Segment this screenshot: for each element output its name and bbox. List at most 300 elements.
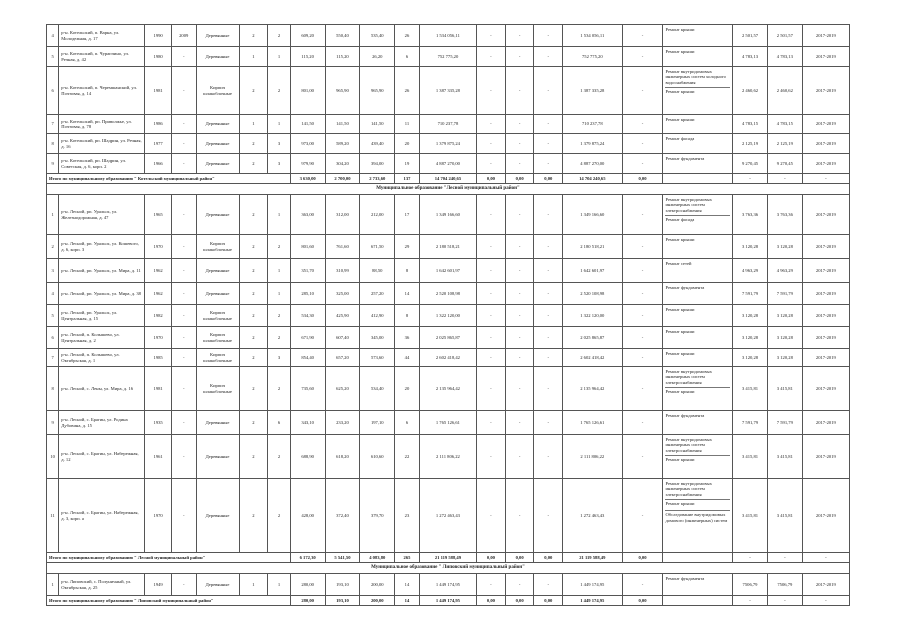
cell-area-total: 141,50: [290, 115, 325, 134]
cell-year-built: 1961: [145, 435, 172, 479]
cell-deadline: 2017-2019: [802, 134, 849, 154]
cell-c1: -: [477, 134, 506, 154]
cell-walls: Деревянные: [196, 411, 239, 435]
cell-deadline: 2017-2019: [802, 349, 849, 367]
cell-c1: -: [477, 283, 506, 305]
cell-residents: 8: [395, 259, 420, 283]
table-row: [47, 327, 850, 349]
cell-unit-cost: 4 963,29: [733, 259, 768, 283]
cell-c4: -: [622, 235, 663, 259]
cell-area-living: 141,50: [325, 115, 360, 134]
work-item: Ремонт крыши: [665, 329, 695, 334]
cell-cost-total: 2 520 108,98: [419, 283, 476, 305]
cell-floors: 1: [239, 47, 268, 67]
cell-n: 2: [47, 235, 59, 259]
table-row: [47, 235, 850, 259]
cell-c3: -: [534, 349, 563, 367]
section-header-row: [47, 563, 850, 574]
cell-cost-total: 1 349 166,60: [419, 195, 476, 235]
cell-area-res: 573,60: [360, 349, 395, 367]
cell-c1: -: [477, 305, 506, 327]
cell-c4: -: [622, 305, 663, 327]
cell-area-living: 193,10: [325, 574, 360, 596]
cell-works: [663, 259, 733, 283]
subtotal-area-res: 4 083,80: [360, 553, 395, 563]
cell-area-living: 325,00: [325, 283, 360, 305]
cell-c3: -: [534, 479, 563, 553]
cell-cost-total: 710 237,78: [419, 115, 476, 134]
cell-unit-cost: 3 415,81: [733, 435, 768, 479]
cell-cost-owner: 710 237,78: [563, 115, 622, 134]
work-item: Ремонт внутридомовых инженерных систем электроснабжения: [665, 437, 712, 453]
cell-entrances: 1: [268, 195, 291, 235]
cell-residents: 20: [395, 134, 420, 154]
cell-works: [663, 115, 733, 134]
cell-residents: 8: [395, 305, 420, 327]
cell-deadline: 2017-2019: [802, 327, 849, 349]
cell-area-total: 343,10: [290, 411, 325, 435]
subtotal-cost-total: 1 449 174,95: [419, 596, 476, 606]
subtotal-area-living: 193,10: [325, 596, 360, 606]
cell-c3: -: [534, 259, 563, 283]
cell-max-cost: 2 501,57: [767, 25, 802, 47]
subtotal-c3: 0,00: [534, 553, 563, 563]
cell-walls: Кирпич шлакоблочные: [196, 327, 239, 349]
cell-c2: -: [505, 411, 534, 435]
cell-year-built: 1970: [145, 479, 172, 553]
work-item: Обследование внутридомовых домового (инженерных) систем: [665, 510, 730, 524]
cell-max-cost: 3 120,28: [767, 349, 802, 367]
cell-n: 4: [47, 283, 59, 305]
cell-area-res: 439,40: [360, 134, 395, 154]
cell-c3: -: [534, 195, 563, 235]
work-item: Ремонт внутридомовых инженерных систем электроснабжения: [665, 481, 712, 497]
subtotal-area-living: 2 700,00: [325, 174, 360, 184]
work-item: Ремонт внутридомовых инженерных систем холодного водоснабжения: [665, 69, 726, 85]
subtotal-c3: 0,00: [534, 174, 563, 184]
cell-residents: 26: [395, 25, 420, 47]
subtotal-c1: 0,00: [477, 553, 506, 563]
cell-c4: -: [622, 67, 663, 115]
cell-year-reno: -: [171, 195, 196, 235]
cell-entrances: 3: [268, 154, 291, 174]
cell-c4: -: [622, 367, 663, 411]
section-header: Муниципальное образование " Липовский муниципальный район": [47, 563, 850, 574]
subtotal-area-total: 6 172,30: [290, 553, 325, 563]
cell-year-built: 1949: [145, 574, 172, 596]
cell-unit-cost: 7 591,79: [733, 411, 768, 435]
cell-year-built: 1970: [145, 327, 172, 349]
cell-year-reno: -: [171, 283, 196, 305]
cell-works: [663, 349, 733, 367]
cell-c3: -: [534, 115, 563, 134]
cell-c2: -: [505, 134, 534, 154]
work-item: Ремонт внутридомовых инженерных систем электроснабжения: [665, 369, 712, 385]
cell-max-cost: 4 783,15: [767, 115, 802, 134]
cell-address: р-н. Липовский, с. Полуничный, ул. Октябрьская, д. 25: [59, 574, 145, 596]
subtotal-deadline: -: [802, 174, 849, 184]
cell-area-total: 801,00: [290, 67, 325, 115]
subtotal-max-cost: -: [767, 553, 802, 563]
cell-cost-total: 2 602 418,42: [419, 349, 476, 367]
cell-deadline: 2017-2019: [802, 67, 849, 115]
cell-cost-owner: 1 534 056,11: [563, 25, 622, 47]
subtotal-area-total: 3 630,00: [290, 174, 325, 184]
subtotal-max-cost: -: [767, 174, 802, 184]
cell-address: р-н. Котельский, рп. Приволжье, ул. Почтовая, д. 78: [59, 115, 145, 134]
subtotal-residents: 265: [395, 553, 420, 563]
subtotal-works: [663, 596, 733, 606]
cell-n: 4: [47, 25, 59, 47]
cell-c1: -: [477, 25, 506, 47]
subtotal-c2: 0,00: [505, 596, 534, 606]
table-row: [47, 25, 850, 47]
cell-c4: -: [622, 411, 663, 435]
cell-address: р-н. Лесной, п. Колышево, ул. Центральная, д. 2: [59, 327, 145, 349]
table-row: [47, 305, 850, 327]
cell-c3: -: [534, 25, 563, 47]
cell-area-total: 534,30: [290, 305, 325, 327]
work-item: Ремонт крыши: [665, 387, 730, 397]
cell-cost-owner: 752 775,20: [563, 47, 622, 67]
cell-cost-total: 1 322 120,00: [419, 305, 476, 327]
cell-residents: 29: [395, 235, 420, 259]
cell-floors: 2: [239, 195, 268, 235]
cell-floors: 2: [239, 349, 268, 367]
cell-area-living: 965,90: [325, 67, 360, 115]
cell-n: 9: [47, 154, 59, 174]
cell-walls: Деревянные: [196, 574, 239, 596]
cell-cost-owner: 1 387 335,28: [563, 67, 622, 115]
cell-entrances: 3: [268, 349, 291, 367]
section-header-row: [47, 184, 850, 195]
cell-works: [663, 67, 733, 115]
cell-deadline: 2017-2019: [802, 47, 849, 67]
cell-c3: -: [534, 327, 563, 349]
cell-deadline: 2017-2019: [802, 574, 849, 596]
cell-c4: -: [622, 25, 663, 47]
cell-walls: Кирпич шлакоблочные: [196, 349, 239, 367]
table-row: [47, 349, 850, 367]
cell-c2: -: [505, 367, 534, 411]
work-item: Ремонт фундамента: [665, 156, 705, 161]
cell-works: [663, 195, 733, 235]
cell-walls: Деревянные: [196, 479, 239, 553]
subtotal-max-cost: -: [767, 596, 802, 606]
cell-c2: -: [505, 479, 534, 553]
cell-year-built: 1990: [145, 25, 172, 47]
cell-residents: 19: [395, 154, 420, 174]
cell-entrances: 1: [268, 574, 291, 596]
cell-area-total: 801,60: [290, 235, 325, 259]
cell-cost-total: 1 379 875,24: [419, 134, 476, 154]
cell-c2: -: [505, 47, 534, 67]
subtotal-area-res: 2 733,60: [360, 174, 395, 184]
cell-area-total: 609,20: [290, 25, 325, 47]
cell-area-living: 607,40: [325, 327, 360, 349]
cell-cost-owner: 2 135 964,42: [563, 367, 622, 411]
cell-works: [663, 235, 733, 259]
cell-year-reno: -: [171, 305, 196, 327]
cell-floors: 2: [239, 411, 268, 435]
subtotal-area-total: 280,00: [290, 596, 325, 606]
work-item: Ремонт фундамента: [665, 576, 705, 581]
cell-area-living: 115,20: [325, 47, 360, 67]
work-item: Ремонт фундамента: [665, 413, 705, 418]
cell-area-res: 671,50: [360, 235, 395, 259]
cell-area-total: 735,60: [290, 367, 325, 411]
cell-works: [663, 327, 733, 349]
subtotal-c4: 0,00: [622, 174, 663, 184]
cell-walls: Деревянные: [196, 259, 239, 283]
cell-max-cost: 9 270,45: [767, 154, 802, 174]
cell-address: р-н. Лесной, п. Колышево, ул. Октябрьская, д. 1: [59, 349, 145, 367]
cell-walls: Деревянные: [196, 115, 239, 134]
cell-entrances: 2: [268, 235, 291, 259]
cell-entrances: 1: [268, 283, 291, 305]
cell-c1: -: [477, 195, 506, 235]
cell-unit-cost: 7 591,79: [733, 283, 768, 305]
cell-address: р-н. Лесной, с. Брагин, ул. Родина Дубовина, д. 15: [59, 411, 145, 435]
cell-year-built: 1982: [145, 305, 172, 327]
cell-cost-owner: 1 642 601,97: [563, 259, 622, 283]
cell-address: р-н. Котельский, рп. Шадрин, ул. Советская, д. 6, корп. 2: [59, 154, 145, 174]
cell-works: [663, 435, 733, 479]
cell-year-reno: -: [171, 349, 196, 367]
cell-cost-total: 2 111 806,22: [419, 435, 476, 479]
cell-unit-cost: 2 501,57: [733, 25, 768, 47]
cell-residents: 17: [395, 195, 420, 235]
cell-c4: -: [622, 435, 663, 479]
cell-entrances: 2: [268, 25, 291, 47]
work-item: Ремонт фундамента: [665, 285, 705, 290]
cell-walls: Кирпич шлакоблочные: [196, 367, 239, 411]
cell-floors: 2: [239, 154, 268, 174]
cell-max-cost: 7 591,79: [767, 411, 802, 435]
cell-works: [663, 479, 733, 553]
cell-year-reno: -: [171, 435, 196, 479]
cell-address: р-н. Лесной, с. Брагин, ул. Набережная, д. 12: [59, 435, 145, 479]
cell-year-reno: -: [171, 154, 196, 174]
cell-year-reno: -: [171, 327, 196, 349]
cell-residents: 23: [395, 479, 420, 553]
subtotal-area-res: 200,00: [360, 596, 395, 606]
cell-works: [663, 283, 733, 305]
cell-cost-owner: 2 111 806,22: [563, 435, 622, 479]
cell-entrances: 2: [268, 327, 291, 349]
work-item: Ремонт крыши: [665, 27, 695, 32]
cell-year-reno: -: [171, 115, 196, 134]
cell-max-cost: 7506,79: [767, 574, 802, 596]
subtotal-c1: 0,00: [477, 596, 506, 606]
cell-residents: 44: [395, 349, 420, 367]
cell-c2: -: [505, 235, 534, 259]
cell-area-living: 589,20: [325, 134, 360, 154]
cell-c4: -: [622, 195, 663, 235]
cell-c3: -: [534, 47, 563, 67]
cell-c4: -: [622, 327, 663, 349]
subtotal-works: [663, 174, 733, 184]
cell-area-total: 280,00: [290, 574, 325, 596]
subtotal-row: [47, 174, 850, 184]
subtotal-residents: 14: [395, 596, 420, 606]
work-item: Ремонт фасада: [665, 215, 730, 225]
cell-year-built: 1935: [145, 411, 172, 435]
subtotal-unit-cost: -: [733, 553, 768, 563]
work-item: Ремонт крыши: [665, 237, 695, 242]
work-item: Ремонт крыши: [665, 455, 730, 465]
cell-max-cost: 2 125,19: [767, 134, 802, 154]
cell-area-living: 618,20: [325, 435, 360, 479]
cell-year-built: 1966: [145, 154, 172, 174]
cell-c4: -: [622, 283, 663, 305]
table-body: [47, 25, 850, 606]
cell-area-living: 233,20: [325, 411, 360, 435]
work-item: Ремонт крыши: [665, 499, 730, 509]
cell-cost-owner: 1 379 875,24: [563, 134, 622, 154]
cell-area-res: 197,10: [360, 411, 395, 435]
cell-year-reno: -: [171, 259, 196, 283]
cell-area-res: 535,40: [360, 25, 395, 47]
cell-c4: -: [622, 349, 663, 367]
cell-area-res: 412,90: [360, 305, 395, 327]
table-row: [47, 47, 850, 67]
cell-c1: -: [477, 154, 506, 174]
cell-walls: Кирпич шлакоблочные: [196, 67, 239, 115]
cell-entrances: 1: [268, 115, 291, 134]
table-row: [47, 411, 850, 435]
cell-area-living: 761,60: [325, 235, 360, 259]
cell-unit-cost: 4 783,15: [733, 115, 768, 134]
cell-year-built: 1962: [145, 259, 172, 283]
cell-floors: 2: [239, 25, 268, 47]
cell-c4: -: [622, 134, 663, 154]
cell-deadline: 2017-2019: [802, 305, 849, 327]
cell-area-res: 141,50: [360, 115, 395, 134]
cell-area-total: 351,70: [290, 259, 325, 283]
cell-entrances: 2: [268, 435, 291, 479]
cell-deadline: 2017-2019: [802, 115, 849, 134]
cell-address: р-н. Лесной, рп. Уральск, ул. Мира, д. 11: [59, 259, 145, 283]
cell-area-living: 550,40: [325, 25, 360, 47]
cell-c4: -: [622, 154, 663, 174]
cell-max-cost: 2 460,62: [767, 67, 802, 115]
cell-area-res: 965,90: [360, 67, 395, 115]
cell-c2: -: [505, 115, 534, 134]
cell-walls: Деревянные: [196, 25, 239, 47]
cell-c1: -: [477, 259, 506, 283]
subtotal-label: Итого по муниципальному образованию " Лесной муниципальный район": [47, 553, 291, 563]
cell-cost-total: 1 534 056,11: [419, 25, 476, 47]
cell-year-reno: -: [171, 67, 196, 115]
cell-c1: -: [477, 367, 506, 411]
subtotal-unit-cost: -: [733, 174, 768, 184]
cell-cost-total: 4 887 270,00: [419, 154, 476, 174]
cell-entrances: 6: [268, 411, 291, 435]
cell-cost-owner: 2 520 108,98: [563, 283, 622, 305]
cell-year-built: 1981: [145, 367, 172, 411]
cell-c4: -: [622, 47, 663, 67]
cell-residents: 14: [395, 574, 420, 596]
cell-max-cost: 3 120,28: [767, 235, 802, 259]
cell-max-cost: 7 591,79: [767, 283, 802, 305]
cell-c4: -: [622, 479, 663, 553]
cell-c2: -: [505, 195, 534, 235]
cell-cost-total: 1 387 335,28: [419, 67, 476, 115]
cell-n: 1: [47, 574, 59, 596]
cell-max-cost: 3 120,28: [767, 327, 802, 349]
cell-area-res: 610,60: [360, 435, 395, 479]
cell-c2: -: [505, 283, 534, 305]
cell-c2: -: [505, 259, 534, 283]
cell-cost-total: 2 180 518,21: [419, 235, 476, 259]
cell-cost-total: 1 765 126,61: [419, 411, 476, 435]
cell-cost-owner: 1 272 463,43: [563, 479, 622, 553]
work-item: Ремонт крыши: [665, 87, 730, 97]
cell-deadline: 2017-2019: [802, 25, 849, 47]
subtotal-cost-total: 14 704 240,65: [419, 174, 476, 184]
cell-address: р-н. Котельский, п. Черемшанский, ул. Почтовая, д. 14: [59, 67, 145, 115]
cell-entrances: 2: [268, 479, 291, 553]
cell-c2: -: [505, 305, 534, 327]
subtotal-area-living: 5 541,50: [325, 553, 360, 563]
cell-deadline: 2017-2019: [802, 154, 849, 174]
cell-works: [663, 134, 733, 154]
cell-area-res: 88,50: [360, 259, 395, 283]
cell-cost-total: 1 272 463,43: [419, 479, 476, 553]
cell-c1: -: [477, 574, 506, 596]
cell-unit-cost: 9 270,45: [733, 154, 768, 174]
cell-c3: -: [534, 574, 563, 596]
cell-walls: Деревянные: [196, 435, 239, 479]
cell-area-total: 854,40: [290, 349, 325, 367]
cell-n: 10: [47, 435, 59, 479]
cell-year-built: 1962: [145, 283, 172, 305]
cell-area-living: 304,20: [325, 154, 360, 174]
cell-floors: 2: [239, 259, 268, 283]
cell-cost-total: 2 135 964,42: [419, 367, 476, 411]
cell-c4: -: [622, 115, 663, 134]
cell-unit-cost: 2 125,19: [733, 134, 768, 154]
subtotal-row: [47, 596, 850, 606]
cell-area-living: 372,40: [325, 479, 360, 553]
cell-entrances: 1: [268, 47, 291, 67]
cell-floors: 2: [239, 479, 268, 553]
cell-year-reno: 2009: [171, 25, 196, 47]
cell-area-total: 688,90: [290, 435, 325, 479]
cell-area-total: 979,90: [290, 154, 325, 174]
cell-deadline: 2017-2019: [802, 367, 849, 411]
cell-deadline: 2017-2019: [802, 435, 849, 479]
cell-unit-cost: 2 460,62: [733, 67, 768, 115]
cell-area-living: 425,90: [325, 305, 360, 327]
cell-area-res: 200,00: [360, 574, 395, 596]
cell-c1: -: [477, 115, 506, 134]
cell-address: р-н. Котельский, п. Варна, ул. Молодежная, д. 17: [59, 25, 145, 47]
cell-cost-total: 1 642 601,97: [419, 259, 476, 283]
table-row: [47, 67, 850, 115]
cell-year-reno: -: [171, 134, 196, 154]
cell-n: 1: [47, 195, 59, 235]
cell-floors: 2: [239, 435, 268, 479]
cell-c2: -: [505, 435, 534, 479]
cell-year-built: 1985: [145, 349, 172, 367]
cell-address: р-н. Котельский, рп. Шадрин, ул. Речная, д. 16: [59, 134, 145, 154]
cell-unit-cost: 7506,79: [733, 574, 768, 596]
cell-cost-owner: 1 449 174,95: [563, 574, 622, 596]
table-row: [47, 134, 850, 154]
cell-cost-total: 1 449 174,95: [419, 574, 476, 596]
